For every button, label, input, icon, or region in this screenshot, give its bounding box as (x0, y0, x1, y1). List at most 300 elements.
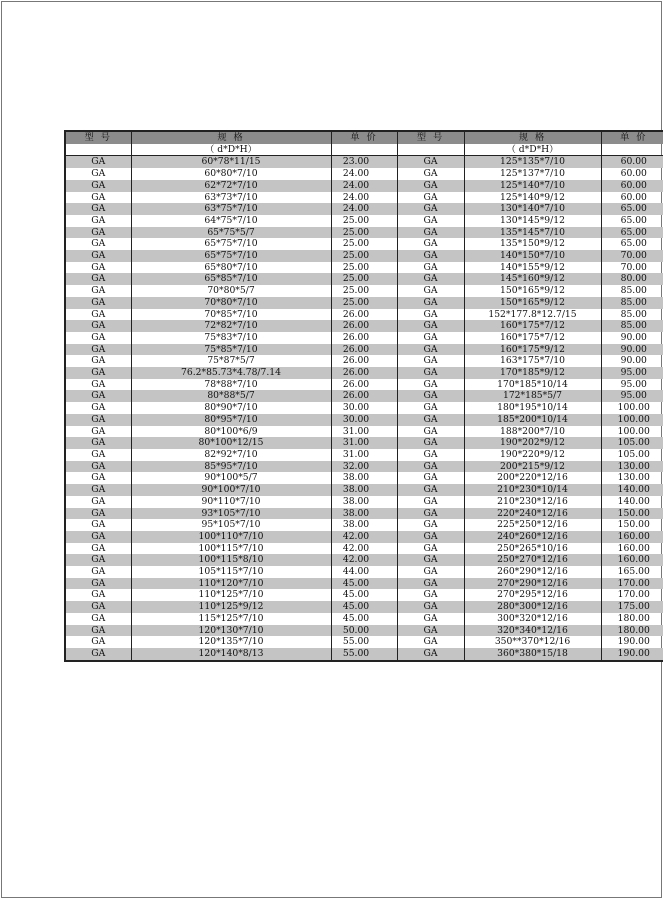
price-cell: 25.00 (331, 227, 397, 239)
model-cell: GA (397, 613, 464, 625)
model-cell: GA (65, 566, 131, 578)
model-cell: GA (397, 437, 464, 449)
spec-cell: 78*88*7/10 (131, 379, 331, 391)
model-cell: GA (397, 168, 464, 180)
table-header-row (65, 131, 663, 144)
spec-cell: 260*290*12/16 (464, 566, 601, 578)
model-cell: GA (397, 496, 464, 508)
price-cell: 25.00 (331, 297, 397, 309)
spec-cell: 90*100*7/10 (131, 484, 331, 496)
spec-cell: 270*295*12/16 (464, 589, 601, 601)
spec-cell: 135*145*7/10 (464, 227, 601, 239)
spec-cell: 60*78*11/15 (131, 156, 331, 168)
model-cell: GA (65, 648, 131, 661)
price-cell: 38.00 (331, 484, 397, 496)
spec-cell: 110*125*7/10 (131, 589, 331, 601)
price-cell: 170.00 (601, 589, 663, 601)
spec-cell: 350**370*12/16 (464, 636, 601, 648)
price-cell: 70.00 (601, 250, 663, 262)
table-row (65, 156, 663, 168)
price-cell: 55.00 (331, 648, 397, 661)
spec-cell: 63*73*7/10 (131, 192, 331, 204)
price-cell: 26.00 (331, 390, 397, 402)
price-cell: 105.00 (601, 437, 663, 449)
model-cell: GA (397, 484, 464, 496)
spec-cell: 110*120*7/10 (131, 578, 331, 590)
spec-cell: 72*82*7/10 (131, 320, 331, 332)
subheader-blank (65, 144, 131, 156)
price-cell: 190.00 (601, 636, 663, 648)
model-cell: GA (397, 390, 464, 402)
spec-cell: 85*95*7/10 (131, 461, 331, 473)
price-cell: 90.00 (601, 355, 663, 367)
spec-cell: 320*340*12/16 (464, 625, 601, 637)
model-cell: GA (65, 203, 131, 215)
price-cell: 45.00 (331, 601, 397, 613)
price-cell: 60.00 (601, 180, 663, 192)
price-cell: 85.00 (601, 297, 663, 309)
model-cell: GA (397, 344, 464, 356)
price-cell: 30.00 (331, 402, 397, 414)
spec-cell: 200*220*12/16 (464, 472, 601, 484)
spec-cell: 62*72*7/10 (131, 180, 331, 192)
table-row (65, 519, 663, 531)
spec-cell: 65*75*7/10 (131, 238, 331, 250)
table-row (65, 601, 663, 613)
model-cell: GA (65, 156, 131, 168)
price-cell: 44.00 (331, 566, 397, 578)
model-cell: GA (397, 566, 464, 578)
model-cell: GA (65, 554, 131, 566)
price-cell: 65.00 (601, 227, 663, 239)
price-cell: 165.00 (601, 566, 663, 578)
header-model-right: 型 号 (397, 131, 464, 144)
model-cell: GA (397, 508, 464, 520)
table-row (65, 390, 663, 402)
table-row (65, 344, 663, 356)
spec-cell: 70*80*5/7 (131, 285, 331, 297)
table-row (65, 472, 663, 484)
spec-cell: 170*185*9/12 (464, 367, 601, 379)
table-row (65, 531, 663, 543)
price-cell: 26.00 (331, 367, 397, 379)
model-cell: GA (397, 180, 464, 192)
spec-cell: 100*115*7/10 (131, 543, 331, 555)
spec-cell: 75*87*5/7 (131, 355, 331, 367)
model-cell: GA (397, 309, 464, 321)
price-cell: 32.00 (331, 461, 397, 473)
table-row (65, 484, 663, 496)
model-cell: GA (397, 589, 464, 601)
spec-cell: 125*140*9/12 (464, 192, 601, 204)
price-cell: 42.00 (331, 531, 397, 543)
model-cell: GA (397, 461, 464, 473)
spec-cell: 172*185*5/7 (464, 390, 601, 402)
model-cell: GA (65, 426, 131, 438)
price-cell: 25.00 (331, 250, 397, 262)
subheader-blank (331, 144, 397, 156)
price-cell: 25.00 (331, 285, 397, 297)
table-row (65, 180, 663, 192)
price-cell: 85.00 (601, 285, 663, 297)
price-cell: 26.00 (331, 379, 397, 391)
spec-cell: 110*125*9/12 (131, 601, 331, 613)
price-cell: 38.00 (331, 519, 397, 531)
model-cell: GA (65, 625, 131, 637)
spec-cell: 210*230*10/14 (464, 484, 601, 496)
price-cell: 95.00 (601, 379, 663, 391)
table-row (65, 613, 663, 625)
model-cell: GA (65, 461, 131, 473)
spec-cell: 125*135*7/10 (464, 156, 601, 168)
model-cell: GA (397, 648, 464, 661)
spec-cell: 225*250*12/16 (464, 519, 601, 531)
model-cell: GA (65, 227, 131, 239)
spec-cell: 240*260*12/16 (464, 531, 601, 543)
model-cell: GA (397, 543, 464, 555)
model-cell: GA (65, 320, 131, 332)
price-cell: 160.00 (601, 543, 663, 555)
model-cell: GA (65, 180, 131, 192)
spec-cell: 80*95*7/10 (131, 414, 331, 426)
header-price-right: 单 价 (601, 131, 663, 144)
model-cell: GA (397, 192, 464, 204)
model-cell: GA (397, 449, 464, 461)
spec-cell: 220*240*12/16 (464, 508, 601, 520)
spec-cell: 160*175*7/12 (464, 332, 601, 344)
model-cell: GA (397, 601, 464, 613)
model-cell: GA (65, 519, 131, 531)
table-row (65, 636, 663, 648)
price-cell: 70.00 (601, 262, 663, 274)
spec-cell: 140*155*9/12 (464, 262, 601, 274)
price-cell: 26.00 (331, 320, 397, 332)
spec-cell: 95*105*7/10 (131, 519, 331, 531)
table-row (65, 426, 663, 438)
model-cell: GA (65, 262, 131, 274)
spec-cell: 80*100*12/15 (131, 437, 331, 449)
model-cell: GA (397, 215, 464, 227)
model-cell: GA (65, 508, 131, 520)
table-row (65, 192, 663, 204)
price-cell: 60.00 (601, 156, 663, 168)
model-cell: GA (65, 414, 131, 426)
model-cell: GA (397, 297, 464, 309)
model-cell: GA (397, 262, 464, 274)
table-row (65, 508, 663, 520)
table-row (65, 379, 663, 391)
model-cell: GA (65, 543, 131, 555)
spec-cell: 200*215*9/12 (464, 461, 601, 473)
model-cell: GA (65, 496, 131, 508)
price-cell: 50.00 (331, 625, 397, 637)
spec-cell: 250*265*10/16 (464, 543, 601, 555)
model-cell: GA (397, 203, 464, 215)
model-cell: GA (397, 320, 464, 332)
price-cell: 95.00 (601, 390, 663, 402)
price-cell: 24.00 (331, 168, 397, 180)
price-cell: 180.00 (601, 613, 663, 625)
subheader-blank (397, 144, 464, 156)
model-cell: GA (65, 367, 131, 379)
model-cell: GA (65, 332, 131, 344)
table-row (65, 285, 663, 297)
price-cell: 80.00 (601, 273, 663, 285)
model-cell: GA (397, 285, 464, 297)
subheader-dims-left: （ d*D*H） (131, 144, 331, 156)
price-cell: 31.00 (331, 437, 397, 449)
model-cell: GA (397, 636, 464, 648)
price-cell: 150.00 (601, 508, 663, 520)
model-cell: GA (65, 636, 131, 648)
price-cell: 65.00 (601, 203, 663, 215)
model-cell: GA (65, 531, 131, 543)
price-cell: 190.00 (601, 648, 663, 661)
spec-cell: 115*125*7/10 (131, 613, 331, 625)
model-cell: GA (65, 168, 131, 180)
model-cell: GA (65, 601, 131, 613)
price-cell: 85.00 (601, 309, 663, 321)
spec-cell: 76.2*85.73*4.78/7.14 (131, 367, 331, 379)
table-row (65, 355, 663, 367)
model-cell: GA (65, 238, 131, 250)
table-row (65, 402, 663, 414)
price-cell: 105.00 (601, 449, 663, 461)
model-cell: GA (65, 449, 131, 461)
spec-cell: 250*270*12/16 (464, 554, 601, 566)
spec-cell: 135*150*9/12 (464, 238, 601, 250)
spec-cell: 125*140*7/10 (464, 180, 601, 192)
price-cell: 25.00 (331, 273, 397, 285)
spec-cell: 82*92*7/10 (131, 449, 331, 461)
model-cell: GA (65, 437, 131, 449)
price-cell: 180.00 (601, 625, 663, 637)
spec-cell: 360*380*15/18 (464, 648, 601, 661)
spec-cell: 188*200*7/10 (464, 426, 601, 438)
header-price-left: 单 价 (331, 131, 397, 144)
model-cell: GA (397, 426, 464, 438)
table-row (65, 215, 663, 227)
table-row (65, 566, 663, 578)
spec-cell: 80*90*7/10 (131, 402, 331, 414)
model-cell: GA (65, 344, 131, 356)
price-cell: 60.00 (601, 192, 663, 204)
spec-cell: 65*85*7/10 (131, 273, 331, 285)
spec-cell: 90*100*5/7 (131, 472, 331, 484)
table-row (65, 273, 663, 285)
price-cell: 24.00 (331, 192, 397, 204)
price-cell: 140.00 (601, 484, 663, 496)
price-cell: 30.00 (331, 414, 397, 426)
price-cell: 26.00 (331, 309, 397, 321)
table-row (65, 625, 663, 637)
spec-cell: 140*150*7/10 (464, 250, 601, 262)
table-row (65, 461, 663, 473)
spec-cell: 170*185*10/14 (464, 379, 601, 391)
price-cell: 160.00 (601, 531, 663, 543)
spec-cell: 125*137*7/10 (464, 168, 601, 180)
model-cell: GA (65, 215, 131, 227)
price-cell: 150.00 (601, 519, 663, 531)
model-cell: GA (397, 332, 464, 344)
spec-cell: 130*145*9/12 (464, 215, 601, 227)
spec-cell: 152*177.8*12.7/15 (464, 309, 601, 321)
spec-cell: 150*165*9/12 (464, 297, 601, 309)
spec-cell: 105*115*7/10 (131, 566, 331, 578)
model-cell: GA (397, 355, 464, 367)
price-cell: 23.00 (331, 156, 397, 168)
model-cell: GA (397, 367, 464, 379)
model-cell: GA (65, 589, 131, 601)
spec-cell: 70*85*7/10 (131, 309, 331, 321)
spec-cell: 160*175*7/12 (464, 320, 601, 332)
model-cell: GA (397, 379, 464, 391)
price-cell: 95.00 (601, 367, 663, 379)
model-cell: GA (397, 578, 464, 590)
table-row (65, 648, 663, 661)
table-row (65, 262, 663, 274)
spec-cell: 65*80*7/10 (131, 262, 331, 274)
model-cell: GA (397, 554, 464, 566)
price-cell: 25.00 (331, 215, 397, 227)
price-cell: 90.00 (601, 332, 663, 344)
spec-cell: 150*165*9/12 (464, 285, 601, 297)
spec-cell: 120*130*7/10 (131, 625, 331, 637)
spec-cell: 70*80*7/10 (131, 297, 331, 309)
model-cell: GA (65, 613, 131, 625)
price-cell: 24.00 (331, 180, 397, 192)
price-cell: 38.00 (331, 496, 397, 508)
price-cell: 85.00 (601, 320, 663, 332)
spec-cell: 280*300*12/16 (464, 601, 601, 613)
spec-cell: 185*200*10/14 (464, 414, 601, 426)
spec-cell: 65*75*5/7 (131, 227, 331, 239)
spec-cell: 100*115*8/10 (131, 554, 331, 566)
table-row (65, 309, 663, 321)
model-cell: GA (65, 484, 131, 496)
table-row (65, 554, 663, 566)
header-model-left: 型 号 (65, 131, 131, 144)
spec-cell: 180*195*10/14 (464, 402, 601, 414)
spec-cell: 190*202*9/12 (464, 437, 601, 449)
spec-cell: 120*135*7/10 (131, 636, 331, 648)
model-cell: GA (397, 227, 464, 239)
model-cell: GA (65, 390, 131, 402)
spec-cell: 63*75*7/10 (131, 203, 331, 215)
model-cell: GA (65, 192, 131, 204)
price-cell: 24.00 (331, 203, 397, 215)
spec-cell: 80*100*6/9 (131, 426, 331, 438)
price-cell: 55.00 (331, 636, 397, 648)
model-cell: GA (65, 273, 131, 285)
subheader-dims-right: （ d*D*H） (464, 144, 601, 156)
price-cell: 45.00 (331, 613, 397, 625)
header-spec-left: 规 格 (131, 131, 331, 144)
model-cell: GA (65, 250, 131, 262)
price-cell: 31.00 (331, 426, 397, 438)
table-row (65, 332, 663, 344)
spec-cell: 130*140*7/10 (464, 203, 601, 215)
price-cell: 25.00 (331, 238, 397, 250)
model-cell: GA (65, 578, 131, 590)
spec-cell: 210*230*12/16 (464, 496, 601, 508)
price-cell: 65.00 (601, 238, 663, 250)
model-cell: GA (397, 238, 464, 250)
price-cell: 170.00 (601, 578, 663, 590)
model-cell: GA (65, 309, 131, 321)
price-cell: 100.00 (601, 402, 663, 414)
table-row (65, 437, 663, 449)
spec-cell: 80*88*5/7 (131, 390, 331, 402)
spec-cell: 65*75*7/10 (131, 250, 331, 262)
model-cell: GA (397, 519, 464, 531)
subheader-blank (601, 144, 663, 156)
price-cell: 90.00 (601, 344, 663, 356)
price-cell: 60.00 (601, 168, 663, 180)
price-cell: 25.00 (331, 262, 397, 274)
header-spec-right: 规 格 (464, 131, 601, 144)
spec-cell: 100*110*7/10 (131, 531, 331, 543)
price-cell: 130.00 (601, 461, 663, 473)
model-cell: GA (397, 402, 464, 414)
price-cell: 100.00 (601, 426, 663, 438)
spec-cell: 93*105*7/10 (131, 508, 331, 520)
price-cell: 175.00 (601, 601, 663, 613)
table-subheader-row (65, 144, 663, 156)
spec-cell: 160*175*9/12 (464, 344, 601, 356)
price-cell: 26.00 (331, 344, 397, 356)
model-cell: GA (65, 472, 131, 484)
table-row (65, 367, 663, 379)
spec-cell: 75*83*7/10 (131, 332, 331, 344)
model-cell: GA (397, 531, 464, 543)
price-cell: 42.00 (331, 543, 397, 555)
table-row (65, 578, 663, 590)
table-row (65, 449, 663, 461)
table-row (65, 589, 663, 601)
price-table (64, 130, 663, 662)
price-cell: 31.00 (331, 449, 397, 461)
price-cell: 45.00 (331, 589, 397, 601)
price-cell: 42.00 (331, 554, 397, 566)
model-cell: GA (65, 297, 131, 309)
spec-cell: 75*85*7/10 (131, 344, 331, 356)
model-cell: GA (397, 472, 464, 484)
model-cell: GA (65, 379, 131, 391)
table-row (65, 250, 663, 262)
price-cell: 100.00 (601, 414, 663, 426)
price-cell: 38.00 (331, 472, 397, 484)
spec-cell: 90*110*7/10 (131, 496, 331, 508)
price-cell: 45.00 (331, 578, 397, 590)
spec-cell: 270*290*12/16 (464, 578, 601, 590)
table-row (65, 203, 663, 215)
table-row (65, 414, 663, 426)
spec-cell: 190*220*9/12 (464, 449, 601, 461)
model-cell: GA (65, 355, 131, 367)
price-cell: 130.00 (601, 472, 663, 484)
model-cell: GA (65, 285, 131, 297)
table-row (65, 168, 663, 180)
model-cell: GA (397, 273, 464, 285)
table-row (65, 320, 663, 332)
table-row (65, 543, 663, 555)
table-row (65, 297, 663, 309)
table-row (65, 227, 663, 239)
price-cell: 140.00 (601, 496, 663, 508)
model-cell: GA (397, 250, 464, 262)
spec-cell: 120*140*8/13 (131, 648, 331, 661)
